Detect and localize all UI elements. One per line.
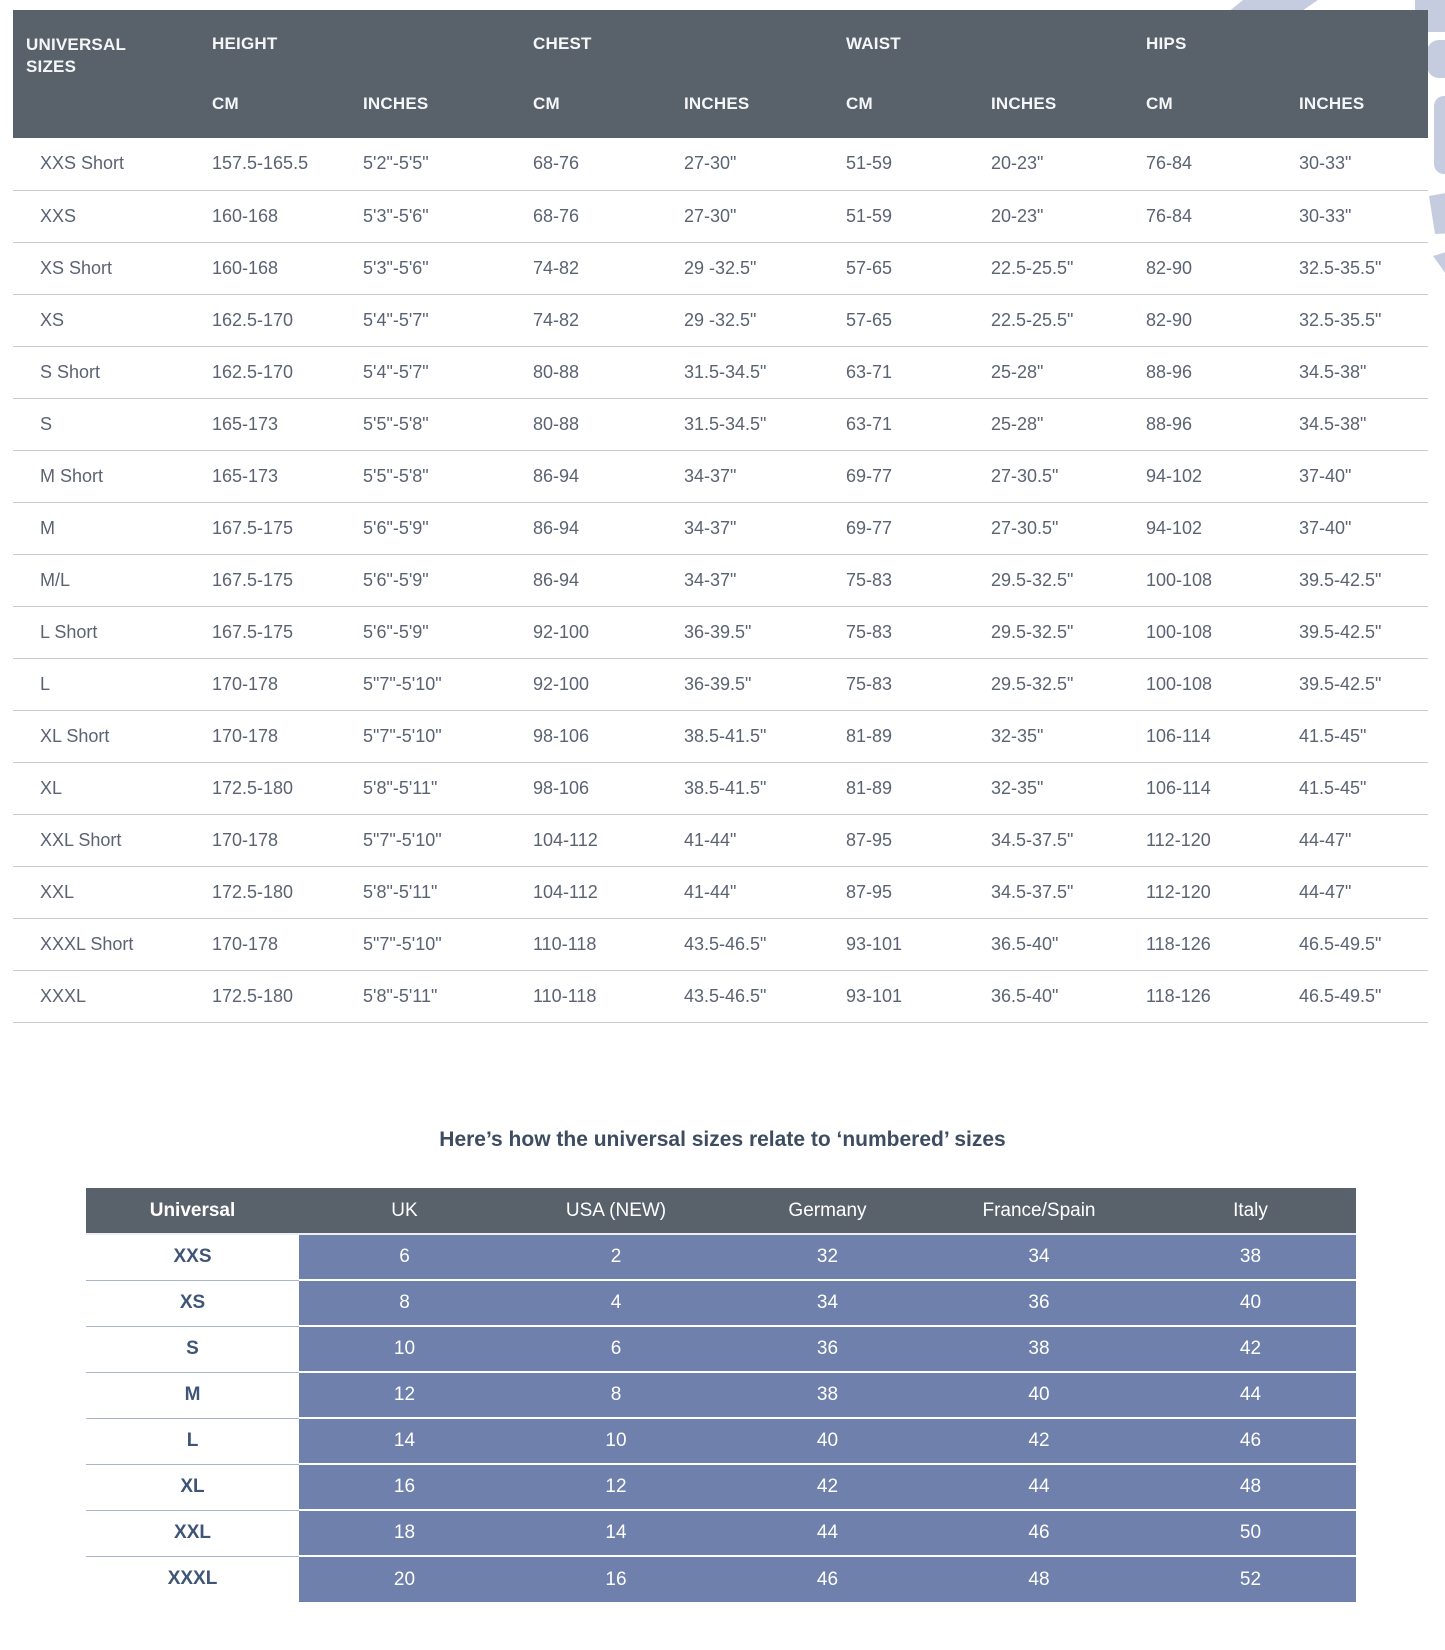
value-cell: 36-39.5" <box>671 606 833 658</box>
value-cell: 87-95 <box>833 866 978 918</box>
value-cell: 29 -32.5" <box>671 294 833 346</box>
size-label-cell: M <box>86 1372 299 1418</box>
value-cell: 93-101 <box>833 970 978 1022</box>
value-cell: 38.5-41.5" <box>671 762 833 814</box>
value-cell: 80-88 <box>520 398 671 450</box>
value-cell: 34-37" <box>671 450 833 502</box>
unit-header-height-cm: CM <box>199 68 350 138</box>
value-cell: 8 <box>299 1280 510 1326</box>
value-cell: 6 <box>510 1326 722 1372</box>
unit-header-height-inches: INCHES <box>350 68 520 138</box>
watermark-wedge-upper <box>1429 188 1445 234</box>
value-cell: 27-30" <box>671 190 833 242</box>
conversion-table <box>86 1188 1356 1602</box>
value-cell: 165-173 <box>199 398 350 450</box>
value-cell: 74-82 <box>520 242 671 294</box>
value-cell: 32-35" <box>978 710 1133 762</box>
value-cell: 30-33" <box>1286 190 1428 242</box>
value-cell: 36.5-40" <box>978 918 1133 970</box>
value-cell: 46 <box>1145 1418 1356 1464</box>
size-label-cell: S <box>13 398 199 450</box>
value-cell: 39.5-42.5" <box>1286 658 1428 710</box>
value-cell: 20-23" <box>978 190 1133 242</box>
value-cell: 18 <box>299 1510 510 1556</box>
watermark-strip <box>1434 96 1445 174</box>
value-cell: 12 <box>510 1464 722 1510</box>
value-cell: 76-84 <box>1133 190 1286 242</box>
value-cell: 41-44" <box>671 866 833 918</box>
value-cell: 41.5-45" <box>1286 710 1428 762</box>
value-cell: 37-40" <box>1286 502 1428 554</box>
value-cell: 29.5-32.5" <box>978 554 1133 606</box>
value-cell: 5'6"-5'9" <box>350 554 520 606</box>
unit-header-chest-inches: INCHES <box>671 68 833 138</box>
value-cell: 34.5-38" <box>1286 346 1428 398</box>
table-row <box>13 346 1428 398</box>
value-cell: 25-28" <box>978 398 1133 450</box>
value-cell: 29.5-32.5" <box>978 658 1133 710</box>
value-cell: 88-96 <box>1133 346 1286 398</box>
watermark-band <box>1427 40 1445 78</box>
table-row <box>13 970 1428 1022</box>
value-cell: 5'8"-5'11" <box>350 866 520 918</box>
size-label-cell: XXXL <box>13 970 199 1022</box>
value-cell: 160-168 <box>199 242 350 294</box>
value-cell: 100-108 <box>1133 606 1286 658</box>
size-label-cell: M <box>13 502 199 554</box>
value-cell: 112-120 <box>1133 814 1286 866</box>
value-cell: 38 <box>933 1326 1145 1372</box>
value-cell: 162.5-170 <box>199 346 350 398</box>
table-row <box>13 658 1428 710</box>
table-row <box>13 554 1428 606</box>
value-cell: 5'4"-5'7" <box>350 346 520 398</box>
value-cell: 34 <box>933 1234 1145 1280</box>
value-cell: 22.5-25.5" <box>978 242 1133 294</box>
table-row <box>86 1326 1356 1372</box>
value-cell: 34-37" <box>671 502 833 554</box>
value-cell: 112-120 <box>1133 866 1286 918</box>
value-cell: 100-108 <box>1133 554 1286 606</box>
value-cell: 42 <box>933 1418 1145 1464</box>
size-label-cell: XS Short <box>13 242 199 294</box>
value-cell: 6 <box>299 1234 510 1280</box>
value-cell: 75-83 <box>833 606 978 658</box>
value-cell: 51-59 <box>833 138 978 190</box>
table-row <box>13 242 1428 294</box>
value-cell: 100-108 <box>1133 658 1286 710</box>
table-row <box>86 1234 1356 1280</box>
value-cell: 76-84 <box>1133 138 1286 190</box>
size-label-cell: XS <box>13 294 199 346</box>
group-header-row <box>13 10 1428 68</box>
conversion-table-header <box>86 1188 1356 1234</box>
value-cell: 5'5"-5'8" <box>350 450 520 502</box>
value-cell: 27-30.5" <box>978 502 1133 554</box>
value-cell: 82-90 <box>1133 242 1286 294</box>
value-cell: 25-28" <box>978 346 1133 398</box>
conversion-header-universal: Universal <box>86 1188 299 1234</box>
value-cell: 32 <box>722 1234 933 1280</box>
universal-sizes-header-line1: UNIVERSAL <box>26 35 127 54</box>
table-row <box>13 710 1428 762</box>
value-cell: 29.5-32.5" <box>978 606 1133 658</box>
value-cell: 104-112 <box>520 814 671 866</box>
table-row <box>13 190 1428 242</box>
size-label-cell: XL Short <box>13 710 199 762</box>
value-cell: 39.5-42.5" <box>1286 606 1428 658</box>
value-cell: 170-178 <box>199 658 350 710</box>
size-label-cell: M/L <box>13 554 199 606</box>
conversion-header-germany: Germany <box>722 1188 933 1234</box>
value-cell: 57-65 <box>833 242 978 294</box>
value-cell: 5"7"-5'10" <box>350 918 520 970</box>
value-cell: 42 <box>722 1464 933 1510</box>
universal-sizes-header <box>13 10 199 138</box>
value-cell: 29 -32.5" <box>671 242 833 294</box>
value-cell: 10 <box>299 1326 510 1372</box>
value-cell: 69-77 <box>833 502 978 554</box>
value-cell: 57-65 <box>833 294 978 346</box>
value-cell: 34.5-37.5" <box>978 814 1133 866</box>
table-row <box>13 606 1428 658</box>
value-cell: 34.5-38" <box>1286 398 1428 450</box>
size-label-cell: XXL <box>86 1510 299 1556</box>
value-cell: 118-126 <box>1133 970 1286 1022</box>
value-cell: 30-33" <box>1286 138 1428 190</box>
value-cell: 160-168 <box>199 190 350 242</box>
unit-header-waist-inches: INCHES <box>978 68 1133 138</box>
value-cell: 5"7"-5'10" <box>350 814 520 866</box>
value-cell: 31.5-34.5" <box>671 398 833 450</box>
table-row <box>13 814 1428 866</box>
value-cell: 40 <box>722 1418 933 1464</box>
table-row <box>13 918 1428 970</box>
value-cell: 31.5-34.5" <box>671 346 833 398</box>
size-label-cell: M Short <box>13 450 199 502</box>
table-row <box>86 1372 1356 1418</box>
value-cell: 22.5-25.5" <box>978 294 1133 346</box>
size-label-cell: XXL <box>13 866 199 918</box>
value-cell: 172.5-180 <box>199 866 350 918</box>
value-cell: 74-82 <box>520 294 671 346</box>
value-cell: 16 <box>299 1464 510 1510</box>
value-cell: 5'5"-5'8" <box>350 398 520 450</box>
value-cell: 41.5-45" <box>1286 762 1428 814</box>
value-cell: 32.5-35.5" <box>1286 242 1428 294</box>
value-cell: 32.5-35.5" <box>1286 294 1428 346</box>
conversion-table-body <box>86 1234 1356 1602</box>
size-label-cell: XXXL Short <box>13 918 199 970</box>
value-cell: 98-106 <box>520 762 671 814</box>
value-cell: 104-112 <box>520 866 671 918</box>
value-cell: 37-40" <box>1286 450 1428 502</box>
value-cell: 106-114 <box>1133 762 1286 814</box>
size-label-cell: XXS <box>13 190 199 242</box>
value-cell: 69-77 <box>833 450 978 502</box>
size-label-cell: XXL Short <box>13 814 199 866</box>
value-cell: 40 <box>1145 1280 1356 1326</box>
value-cell: 42 <box>1145 1326 1356 1372</box>
value-cell: 118-126 <box>1133 918 1286 970</box>
table-row <box>86 1510 1356 1556</box>
value-cell: 46.5-49.5" <box>1286 918 1428 970</box>
unit-header-chest-cm: CM <box>520 68 671 138</box>
value-cell: 44 <box>1145 1372 1356 1418</box>
table-row <box>13 398 1428 450</box>
size-label-cell: XL <box>86 1464 299 1510</box>
value-cell: 20 <box>299 1556 510 1602</box>
value-cell: 39.5-42.5" <box>1286 554 1428 606</box>
value-cell: 36 <box>722 1326 933 1372</box>
value-cell: 34 <box>722 1280 933 1326</box>
value-cell: 63-71 <box>833 346 978 398</box>
unit-header-hips-cm: CM <box>1133 68 1286 138</box>
universal-sizes-header-line2: SIZES <box>26 57 77 77</box>
table-row <box>86 1464 1356 1510</box>
value-cell: 98-106 <box>520 710 671 762</box>
value-cell: 170-178 <box>199 814 350 866</box>
value-cell: 170-178 <box>199 710 350 762</box>
table-row <box>13 450 1428 502</box>
conversion-header-france-spain: France/Spain <box>933 1188 1145 1234</box>
size-label-cell: L <box>86 1418 299 1464</box>
value-cell: 5'8"-5'11" <box>350 762 520 814</box>
value-cell: 5'6"-5'9" <box>350 606 520 658</box>
value-cell: 27-30.5" <box>978 450 1133 502</box>
value-cell: 92-100 <box>520 606 671 658</box>
value-cell: 5'4"-5'7" <box>350 294 520 346</box>
size-label-cell: XXS <box>86 1234 299 1280</box>
value-cell: 110-118 <box>520 970 671 1022</box>
table-row <box>86 1280 1356 1326</box>
value-cell: 48 <box>933 1556 1145 1602</box>
value-cell: 34.5-37.5" <box>978 866 1133 918</box>
size-label-cell: XL <box>13 762 199 814</box>
value-cell: 88-96 <box>1133 398 1286 450</box>
value-cell: 75-83 <box>833 658 978 710</box>
value-cell: 36 <box>933 1280 1145 1326</box>
value-cell: 8 <box>510 1372 722 1418</box>
value-cell: 81-89 <box>833 710 978 762</box>
value-cell: 46 <box>933 1510 1145 1556</box>
size-label-cell: S Short <box>13 346 199 398</box>
value-cell: 5'2"-5'5" <box>350 138 520 190</box>
value-cell: 5'3"-5'6" <box>350 190 520 242</box>
value-cell: 14 <box>510 1510 722 1556</box>
table-row <box>13 502 1428 554</box>
value-cell: 50 <box>1145 1510 1356 1556</box>
value-cell: 12 <box>299 1372 510 1418</box>
value-cell: 93-101 <box>833 918 978 970</box>
value-cell: 10 <box>510 1418 722 1464</box>
value-cell: 68-76 <box>520 190 671 242</box>
value-cell: 110-118 <box>520 918 671 970</box>
table-row <box>13 762 1428 814</box>
value-cell: 38 <box>1145 1234 1356 1280</box>
value-cell: 167.5-175 <box>199 606 350 658</box>
value-cell: 16 <box>510 1556 722 1602</box>
measurements-table-header <box>13 10 1428 138</box>
value-cell: 44 <box>722 1510 933 1556</box>
value-cell: 87-95 <box>833 814 978 866</box>
value-cell: 5'8"-5'11" <box>350 970 520 1022</box>
value-cell: 92-100 <box>520 658 671 710</box>
value-cell: 80-88 <box>520 346 671 398</box>
value-cell: 34-37" <box>671 554 833 606</box>
conversion-header-row <box>86 1188 1356 1234</box>
size-label-cell: XXS Short <box>13 138 199 190</box>
value-cell: 94-102 <box>1133 450 1286 502</box>
value-cell: 63-71 <box>833 398 978 450</box>
unit-header-row <box>13 68 1428 138</box>
value-cell: 172.5-180 <box>199 762 350 814</box>
unit-header-waist-cm: CM <box>833 68 978 138</box>
value-cell: 4 <box>510 1280 722 1326</box>
measurements-table <box>13 10 1428 1023</box>
value-cell: 41-44" <box>671 814 833 866</box>
value-cell: 32-35" <box>978 762 1133 814</box>
group-header-waist: WAIST <box>833 10 1133 68</box>
value-cell: 38.5-41.5" <box>671 710 833 762</box>
size-label-cell: XS <box>86 1280 299 1326</box>
value-cell: 68-76 <box>520 138 671 190</box>
value-cell: 157.5-165.5 <box>199 138 350 190</box>
value-cell: 5"7"-5'10" <box>350 710 520 762</box>
value-cell: 40 <box>933 1372 1145 1418</box>
value-cell: 51-59 <box>833 190 978 242</box>
value-cell: 5'6"-5'9" <box>350 502 520 554</box>
value-cell: 43.5-46.5" <box>671 918 833 970</box>
value-cell: 14 <box>299 1418 510 1464</box>
watermark-wedge-lower <box>1433 244 1445 312</box>
table-row <box>13 866 1428 918</box>
conversion-heading: Here’s how the universal sizes relate to ‘numbered’ sizes <box>439 1128 1006 1151</box>
value-cell: 172.5-180 <box>199 970 350 1022</box>
value-cell: 36.5-40" <box>978 970 1133 1022</box>
value-cell: 86-94 <box>520 502 671 554</box>
unit-header-hips-inches: INCHES <box>1286 68 1428 138</box>
conversion-header-uk: UK <box>299 1188 510 1234</box>
value-cell: 86-94 <box>520 450 671 502</box>
value-cell: 167.5-175 <box>199 554 350 606</box>
size-label-cell: XXXL <box>86 1556 299 1602</box>
size-label-cell: L <box>13 658 199 710</box>
group-header-hips: HIPS <box>1133 10 1428 68</box>
value-cell: 46 <box>722 1556 933 1602</box>
table-row <box>86 1418 1356 1464</box>
value-cell: 46.5-49.5" <box>1286 970 1428 1022</box>
value-cell: 5'3"-5'6" <box>350 242 520 294</box>
measurements-table-body <box>13 138 1428 1022</box>
conversion-header-italy: Italy <box>1145 1188 1356 1234</box>
value-cell: 44-47" <box>1286 814 1428 866</box>
table-row <box>86 1556 1356 1602</box>
value-cell: 43.5-46.5" <box>671 970 833 1022</box>
value-cell: 86-94 <box>520 554 671 606</box>
value-cell: 106-114 <box>1133 710 1286 762</box>
value-cell: 162.5-170 <box>199 294 350 346</box>
value-cell: 2 <box>510 1234 722 1280</box>
value-cell: 44-47" <box>1286 866 1428 918</box>
value-cell: 52 <box>1145 1556 1356 1602</box>
value-cell: 170-178 <box>199 918 350 970</box>
value-cell: 20-23" <box>978 138 1133 190</box>
group-header-chest: CHEST <box>520 10 833 68</box>
value-cell: 44 <box>933 1464 1145 1510</box>
value-cell: 167.5-175 <box>199 502 350 554</box>
value-cell: 5"7"-5'10" <box>350 658 520 710</box>
value-cell: 75-83 <box>833 554 978 606</box>
value-cell: 81-89 <box>833 762 978 814</box>
value-cell: 82-90 <box>1133 294 1286 346</box>
size-label-cell: L Short <box>13 606 199 658</box>
value-cell: 38 <box>722 1372 933 1418</box>
table-row <box>13 138 1428 190</box>
group-header-height: HEIGHT <box>199 10 520 68</box>
value-cell: 94-102 <box>1133 502 1286 554</box>
size-label-cell: S <box>86 1326 299 1372</box>
table-row <box>13 294 1428 346</box>
value-cell: 165-173 <box>199 450 350 502</box>
value-cell: 27-30" <box>671 138 833 190</box>
value-cell: 48 <box>1145 1464 1356 1510</box>
conversion-header-usa: USA (NEW) <box>510 1188 722 1234</box>
value-cell: 36-39.5" <box>671 658 833 710</box>
